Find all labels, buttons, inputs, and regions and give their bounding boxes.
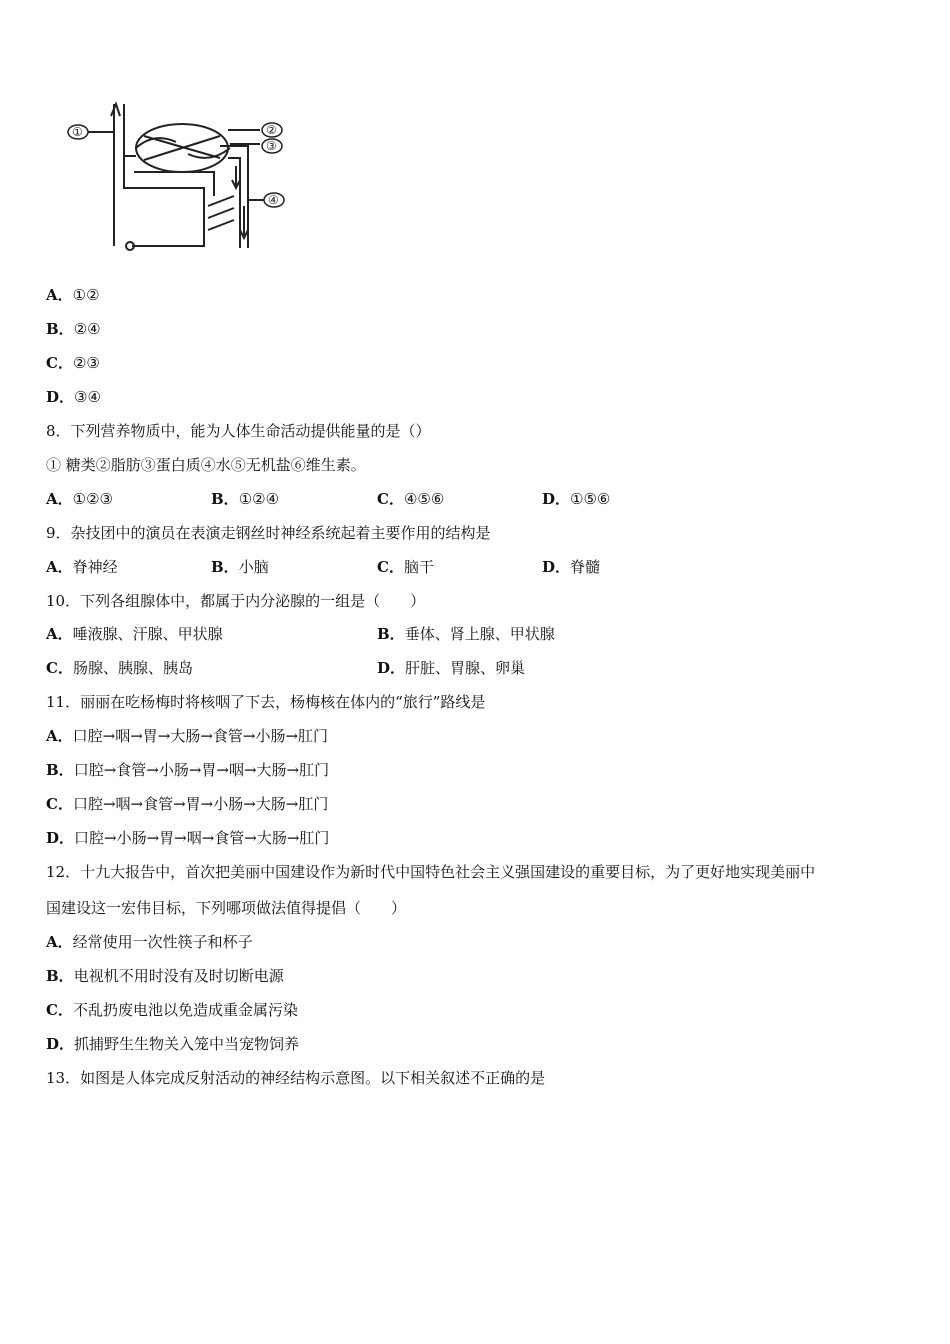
q12-option-c: C．不乱扔废电池以免造成重金属污染 [46,1001,298,1019]
q10-option-a: A．唾液腺、汗腺、甲状腺 [46,625,223,643]
q9-option-c: C．脑干 [377,558,434,576]
q10-stem: 10．下列各组腺体中，都属于内分泌腺的一组是（ ） [46,592,426,610]
q13-stem: 13．如图是人体完成反射活动的神经结构示意图。以下相关叙述不正确的是 [46,1069,546,1087]
q8-option-d: D．①⑤⑥ [542,490,611,508]
q12-stem-line1: 12．十九大报告中，首次把美丽中国建设作为新时代中国特色社会主义强国建设的重要目标，为了更好地实现美丽中 [46,863,816,881]
q11-stem: 11．丽丽在吃杨梅时将核咽了下去，杨梅核在体内的“旅行”路线是 [46,693,486,711]
q12-option-d: D．抓捕野生生物关入笼中当宠物饲养 [46,1035,300,1053]
label-4: ④ [268,193,279,207]
q12-option-a: A．经常使用一次性筷子和杯子 [46,933,253,951]
label-1: ① [72,125,83,139]
circulation-diagram [64,96,288,256]
q10-option-b: B．垂体、肾上腺、甲状腺 [377,625,555,643]
q8-items: ① 糖类②脂肪③蛋白质④水⑤无机盐⑥维生素。 [46,456,366,474]
q11-option-c: C．口腔→咽→食管→胃→小肠→大肠→肛门 [46,795,329,813]
q8-option-a: A．①②③ [46,490,113,508]
q7-option-d: D．③④ [46,388,101,406]
q11-option-d: D．口腔→小肠→胃→咽→食管→大肠→肛门 [46,829,330,847]
q7-option-b: B．②④ [46,320,101,338]
q10-option-d: D．肝脏、胃腺、卵巢 [377,659,526,677]
q11-option-b: B．口腔→食管→小肠→胃→咽→大肠→肛门 [46,761,330,779]
label-3: ③ [266,139,277,153]
q8-option-b: B．①②④ [211,490,280,508]
q12-option-b: B．电视机不用时没有及时切断电源 [46,967,284,985]
q12-stem-line2: 国建设这一宏伟目标，下列哪项做法值得提倡（ ） [46,899,407,917]
q7-option-c: C．②③ [46,354,100,372]
q10-option-c: C．肠腺、胰腺、胰岛 [46,659,193,677]
q9-option-a: A．脊神经 [46,558,118,576]
q9-stem: 9．杂技团中的演员在表演走钢丝时神经系统起着主要作用的结构是 [46,524,491,542]
q7-option-a: A．①② [46,286,100,304]
q9-option-b: B．小脑 [211,558,269,576]
q8-option-c: C．④⑤⑥ [377,490,445,508]
label-2: ② [266,123,277,137]
q9-option-d: D．脊髓 [542,558,601,576]
q8-stem: 8．下列营养物质中，能为人体生命活动提供能量的是（） [46,422,431,440]
q11-option-a: A．口腔→咽→胃→大肠→食管→小肠→肛门 [46,727,329,745]
